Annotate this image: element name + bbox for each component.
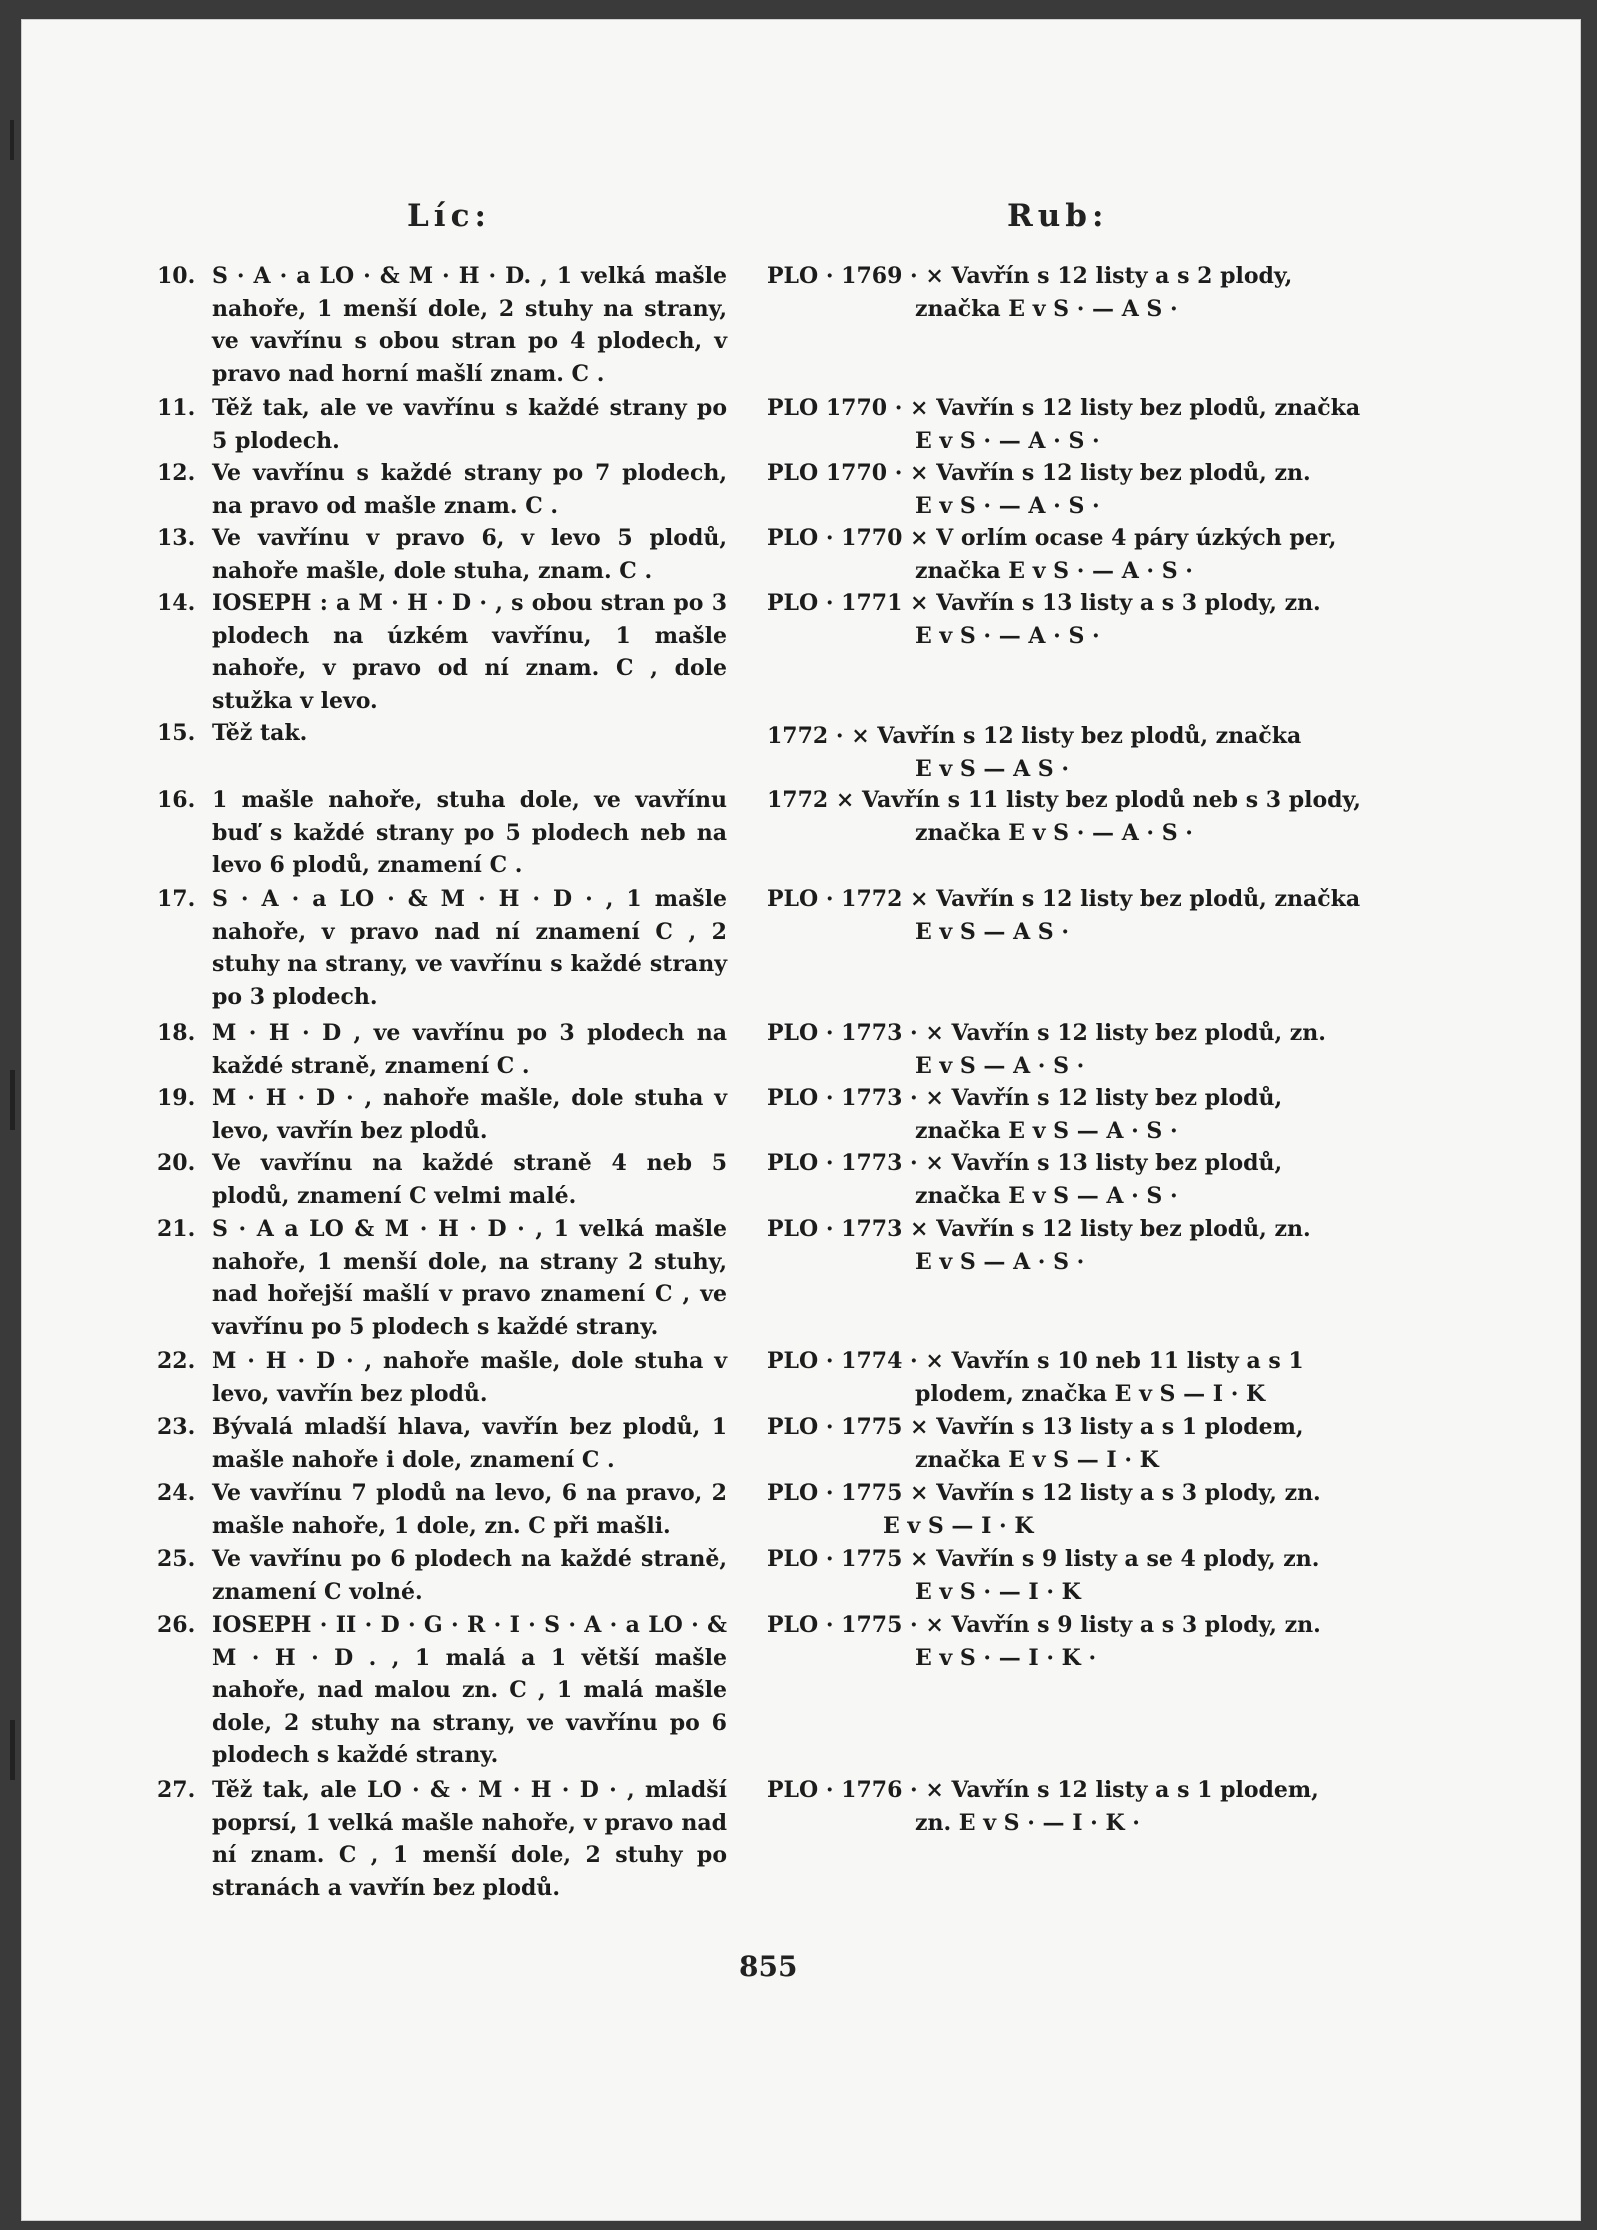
entry-rub-line2: E v S · — A · S · xyxy=(915,622,1100,649)
entry-10-lic xyxy=(157,260,727,390)
entry-rub-line2: E v S — A S · xyxy=(915,755,1070,782)
entry-number: 27. xyxy=(157,1777,196,1803)
entry-lic-text: 1 mašle nahoře, stuha dole, ve vavřínu buď s každé strany po 5 plodech neb na levo 6 plodů, znamení C . xyxy=(212,787,727,878)
entry-rub-line1: PLO · 1773 × Vavřín s 12 listy bez plodů, zn. xyxy=(767,1216,1311,1242)
entry-25-lic xyxy=(157,1543,727,1608)
entry-number: 12. xyxy=(157,460,196,486)
entry-23-lic xyxy=(157,1411,727,1476)
entry-rub-line1: PLO · 1769 · × Vavřín s 12 listy a s 2 plody, xyxy=(767,263,1293,289)
entry-21-lic xyxy=(157,1213,727,1343)
entry-rub-line1: PLO 1770 · × Vavřín s 12 listy bez plodů, zn. xyxy=(767,460,1311,486)
entry-lic-text: Ve vavřínu po 6 plodech na každé straně, znamení C volné. xyxy=(212,1546,727,1605)
entry-lic-text: IOSEPH : a M · H · D · , s obou stran po 3 plodech na úzkém vavřínu, 1 mašle nahoře, v pravo od ní znam. C , dole stužka v levo. xyxy=(212,590,727,714)
entry-number: 24. xyxy=(157,1480,196,1506)
entry-12-rub xyxy=(767,457,1372,522)
entry-rub-line2: E v S · — A · S · xyxy=(915,427,1100,454)
entry-rub-line2: zn. E v S · — I · K · xyxy=(915,1809,1140,1836)
entry-23-rub xyxy=(767,1411,1372,1476)
column-header-rub: Rub: xyxy=(1007,198,1109,234)
entry-number: 19. xyxy=(157,1085,196,1111)
margin-mark xyxy=(10,1720,15,1780)
entry-lic-text: Těž tak, ale ve vavřínu s každé strany po 5 plodech. xyxy=(212,395,727,454)
entry-rub-line2: E v S · — I · K · xyxy=(915,1644,1097,1671)
entry-number: 16. xyxy=(157,787,196,813)
entry-17-rub xyxy=(767,883,1372,948)
entry-11-rub xyxy=(767,392,1372,457)
entry-lic-text: S · A · a LO · & M · H · D. , 1 velká mašle nahoře, 1 menší dole, 2 stuhy na strany, ve vavřínu s obou stran po 4 plodech, v pravo nad horní mašlí znam. C . xyxy=(212,263,727,387)
entry-rub-line2: značka E v S — A · S · xyxy=(915,1117,1178,1144)
entry-number: 21. xyxy=(157,1216,196,1242)
entry-number: 13. xyxy=(157,525,196,551)
entry-rub-line1: 1772 · × Vavřín s 12 listy bez plodů, značka xyxy=(767,723,1302,749)
entry-rub-line1: PLO · 1772 × Vavřín s 12 listy bez plodů, značka xyxy=(767,886,1361,912)
entry-rub-line1: PLO · 1773 · × Vavřín s 12 listy bez plodů, zn. xyxy=(767,1020,1326,1046)
entry-24-lic xyxy=(157,1477,727,1542)
entry-lic-text: Ve vavřínu 7 plodů na levo, 6 na pravo, 2 mašle nahoře, 1 dole, zn. C při mašli. xyxy=(212,1480,727,1539)
entry-16-rub xyxy=(767,784,1372,849)
entry-14-lic xyxy=(157,587,727,717)
entry-lic-text: IOSEPH · II · D · G · R · I · S · A · a LO · & M · H · D . , 1 malá a 1 větší mašle nahoře, nad malou zn. C , 1 malá mašle dole, 2 stuhy na strany, ve vavřínu po 6 plodech s každé strany. xyxy=(212,1612,727,1768)
margin-mark xyxy=(10,120,14,160)
entry-rub-line1: PLO · 1775 × Vavřín s 9 listy a se 4 plody, zn. xyxy=(767,1546,1320,1572)
entry-lic-text: S · A a LO & M · H · D · , 1 velká mašle nahoře, 1 menší dole, na strany 2 stuhy, nad hořejší mašlí v pravo znamení C , ve vavřínu po 5 plodech s každé strany. xyxy=(212,1216,727,1340)
entry-11-lic xyxy=(157,392,727,457)
page-number: 855 xyxy=(739,1950,798,1983)
entry-lic-text: M · H · D · , nahoře mašle, dole stuha v levo, vavřín bez plodů. xyxy=(212,1085,727,1144)
entry-lic-text: Ve vavřínu na každé straně 4 neb 5 plodů, znamení C velmi malé. xyxy=(212,1150,727,1209)
entry-19-lic xyxy=(157,1082,727,1147)
entry-number: 18. xyxy=(157,1020,196,1046)
entry-rub-line1: PLO · 1771 × Vavřín s 13 listy a s 3 plody, zn. xyxy=(767,590,1321,616)
entry-rub-line2: E v S · — A · S · xyxy=(915,492,1100,519)
entry-27-lic xyxy=(157,1774,727,1904)
entry-number: 20. xyxy=(157,1150,196,1176)
entry-number: 14. xyxy=(157,590,196,616)
margin-mark xyxy=(10,1070,15,1130)
entry-lic-text: Těž tak, ale LO · & · M · H · D · , mladší poprsí, 1 velká mašle nahoře, v pravo nad ní znam. C , 1 menší dole, 2 stuhy po stranách a vavřín bez plodů. xyxy=(212,1777,727,1901)
entry-number: 23. xyxy=(157,1414,196,1440)
entry-number: 22. xyxy=(157,1348,196,1374)
entry-lic-text: Těž tak. xyxy=(212,720,308,746)
entry-18-rub xyxy=(767,1017,1372,1082)
entry-14-rub xyxy=(767,587,1372,652)
entry-number: 17. xyxy=(157,886,196,912)
entry-21-rub xyxy=(767,1213,1372,1278)
entry-lic-text: Ve vavřínu v pravo 6, v levo 5 plodů, nahoře mašle, dole stuha, znam. C . xyxy=(212,525,727,584)
entry-rub-line2: plodem, značka E v S — I · K xyxy=(915,1380,1266,1407)
entry-rub-line1: 1772 × Vavřín s 11 listy bez plodů neb s 3 plody, xyxy=(767,787,1361,813)
entry-lic-text: M · H · D , ve vavřínu po 3 plodech na každé straně, znamení C . xyxy=(212,1020,727,1079)
entry-24-rub xyxy=(767,1477,1372,1542)
entry-27-rub xyxy=(767,1774,1372,1839)
entry-number: 26. xyxy=(157,1612,196,1638)
entry-rub-line2: značka E v S · — A S · xyxy=(915,295,1178,322)
entry-number: 11. xyxy=(157,395,196,421)
entry-20-lic xyxy=(157,1147,727,1212)
entry-13-lic xyxy=(157,522,727,587)
entry-rub-line2: E v S — I · K xyxy=(883,1512,1034,1539)
column-header-lic: Líc: xyxy=(407,198,491,234)
document-page xyxy=(22,20,1580,2220)
entry-20-rub xyxy=(767,1147,1372,1212)
entry-25-rub xyxy=(767,1543,1372,1608)
entry-rub-line1: PLO · 1773 · × Vavřín s 12 listy bez plodů, xyxy=(767,1085,1283,1111)
entry-rub-line1: PLO · 1770 × V orlím ocase 4 páry úzkých per, xyxy=(767,525,1337,551)
entry-rub-line2: E v S — A · S · xyxy=(915,1248,1085,1275)
entry-lic-text: S · A · a LO · & M · H · D · , 1 mašle nahoře, v pravo nad ní znamení C , 2 stuhy na strany, ve vavřínu s každé strany po 3 plodech. xyxy=(212,886,727,1010)
entry-rub-line2: značka E v S · — A · S · xyxy=(915,819,1193,846)
entry-rub-line1: PLO · 1773 · × Vavřín s 13 listy bez plodů, xyxy=(767,1150,1283,1176)
entry-26-rub xyxy=(767,1609,1372,1674)
entry-rub-line2: značka E v S — I · K xyxy=(915,1446,1159,1473)
entry-rub-line1: PLO · 1775 × Vavřín s 13 listy a s 1 plodem, xyxy=(767,1414,1304,1440)
entry-rub-line1: PLO · 1774 · × Vavřín s 10 neb 11 listy a s 1 xyxy=(767,1348,1304,1374)
entry-rub-line1: PLO · 1775 × Vavřín s 12 listy a s 3 plody, zn. xyxy=(767,1480,1321,1506)
entry-22-rub xyxy=(767,1345,1372,1410)
entry-19-rub xyxy=(767,1082,1372,1147)
entry-rub-line1: PLO · 1775 · × Vavřín s 9 listy a s 3 plody, zn. xyxy=(767,1612,1321,1638)
entry-22-lic xyxy=(157,1345,727,1410)
entry-lic-text: M · H · D · , nahoře mašle, dole stuha v levo, vavřín bez plodů. xyxy=(212,1348,727,1407)
entry-17-lic xyxy=(157,883,727,1013)
entry-rub-line2: E v S · — I · K xyxy=(915,1578,1081,1605)
entry-18-lic xyxy=(157,1017,727,1082)
entry-16-lic xyxy=(157,784,727,882)
entry-10-rub xyxy=(767,260,1372,325)
entry-rub-line1: PLO · 1776 · × Vavřín s 12 listy a s 1 plodem, xyxy=(767,1777,1319,1803)
entry-rub-line2: E v S — A · S · xyxy=(915,1052,1085,1079)
entry-number: 15. xyxy=(157,720,196,746)
entry-rub-line1: PLO 1770 · × Vavřín s 12 listy bez plodů, značka xyxy=(767,395,1361,421)
entry-12-lic xyxy=(157,457,727,522)
entry-13-rub xyxy=(767,522,1372,587)
entry-lic-text: Bývalá mladší hlava, vavřín bez plodů, 1 mašle nahoře i dole, znamení C . xyxy=(212,1414,727,1473)
entry-number: 10. xyxy=(157,263,196,289)
entry-15-rub xyxy=(767,720,1372,785)
entry-rub-line2: E v S — A S · xyxy=(915,918,1070,945)
entry-rub-line2: značka E v S — A · S · xyxy=(915,1182,1178,1209)
entry-rub-line2: značka E v S · — A · S · xyxy=(915,557,1193,584)
entry-15-lic xyxy=(157,717,727,750)
entry-26-lic xyxy=(157,1609,727,1772)
entry-number: 25. xyxy=(157,1546,196,1572)
entry-lic-text: Ve vavřínu s každé strany po 7 plodech, na pravo od mašle znam. C . xyxy=(212,460,727,519)
